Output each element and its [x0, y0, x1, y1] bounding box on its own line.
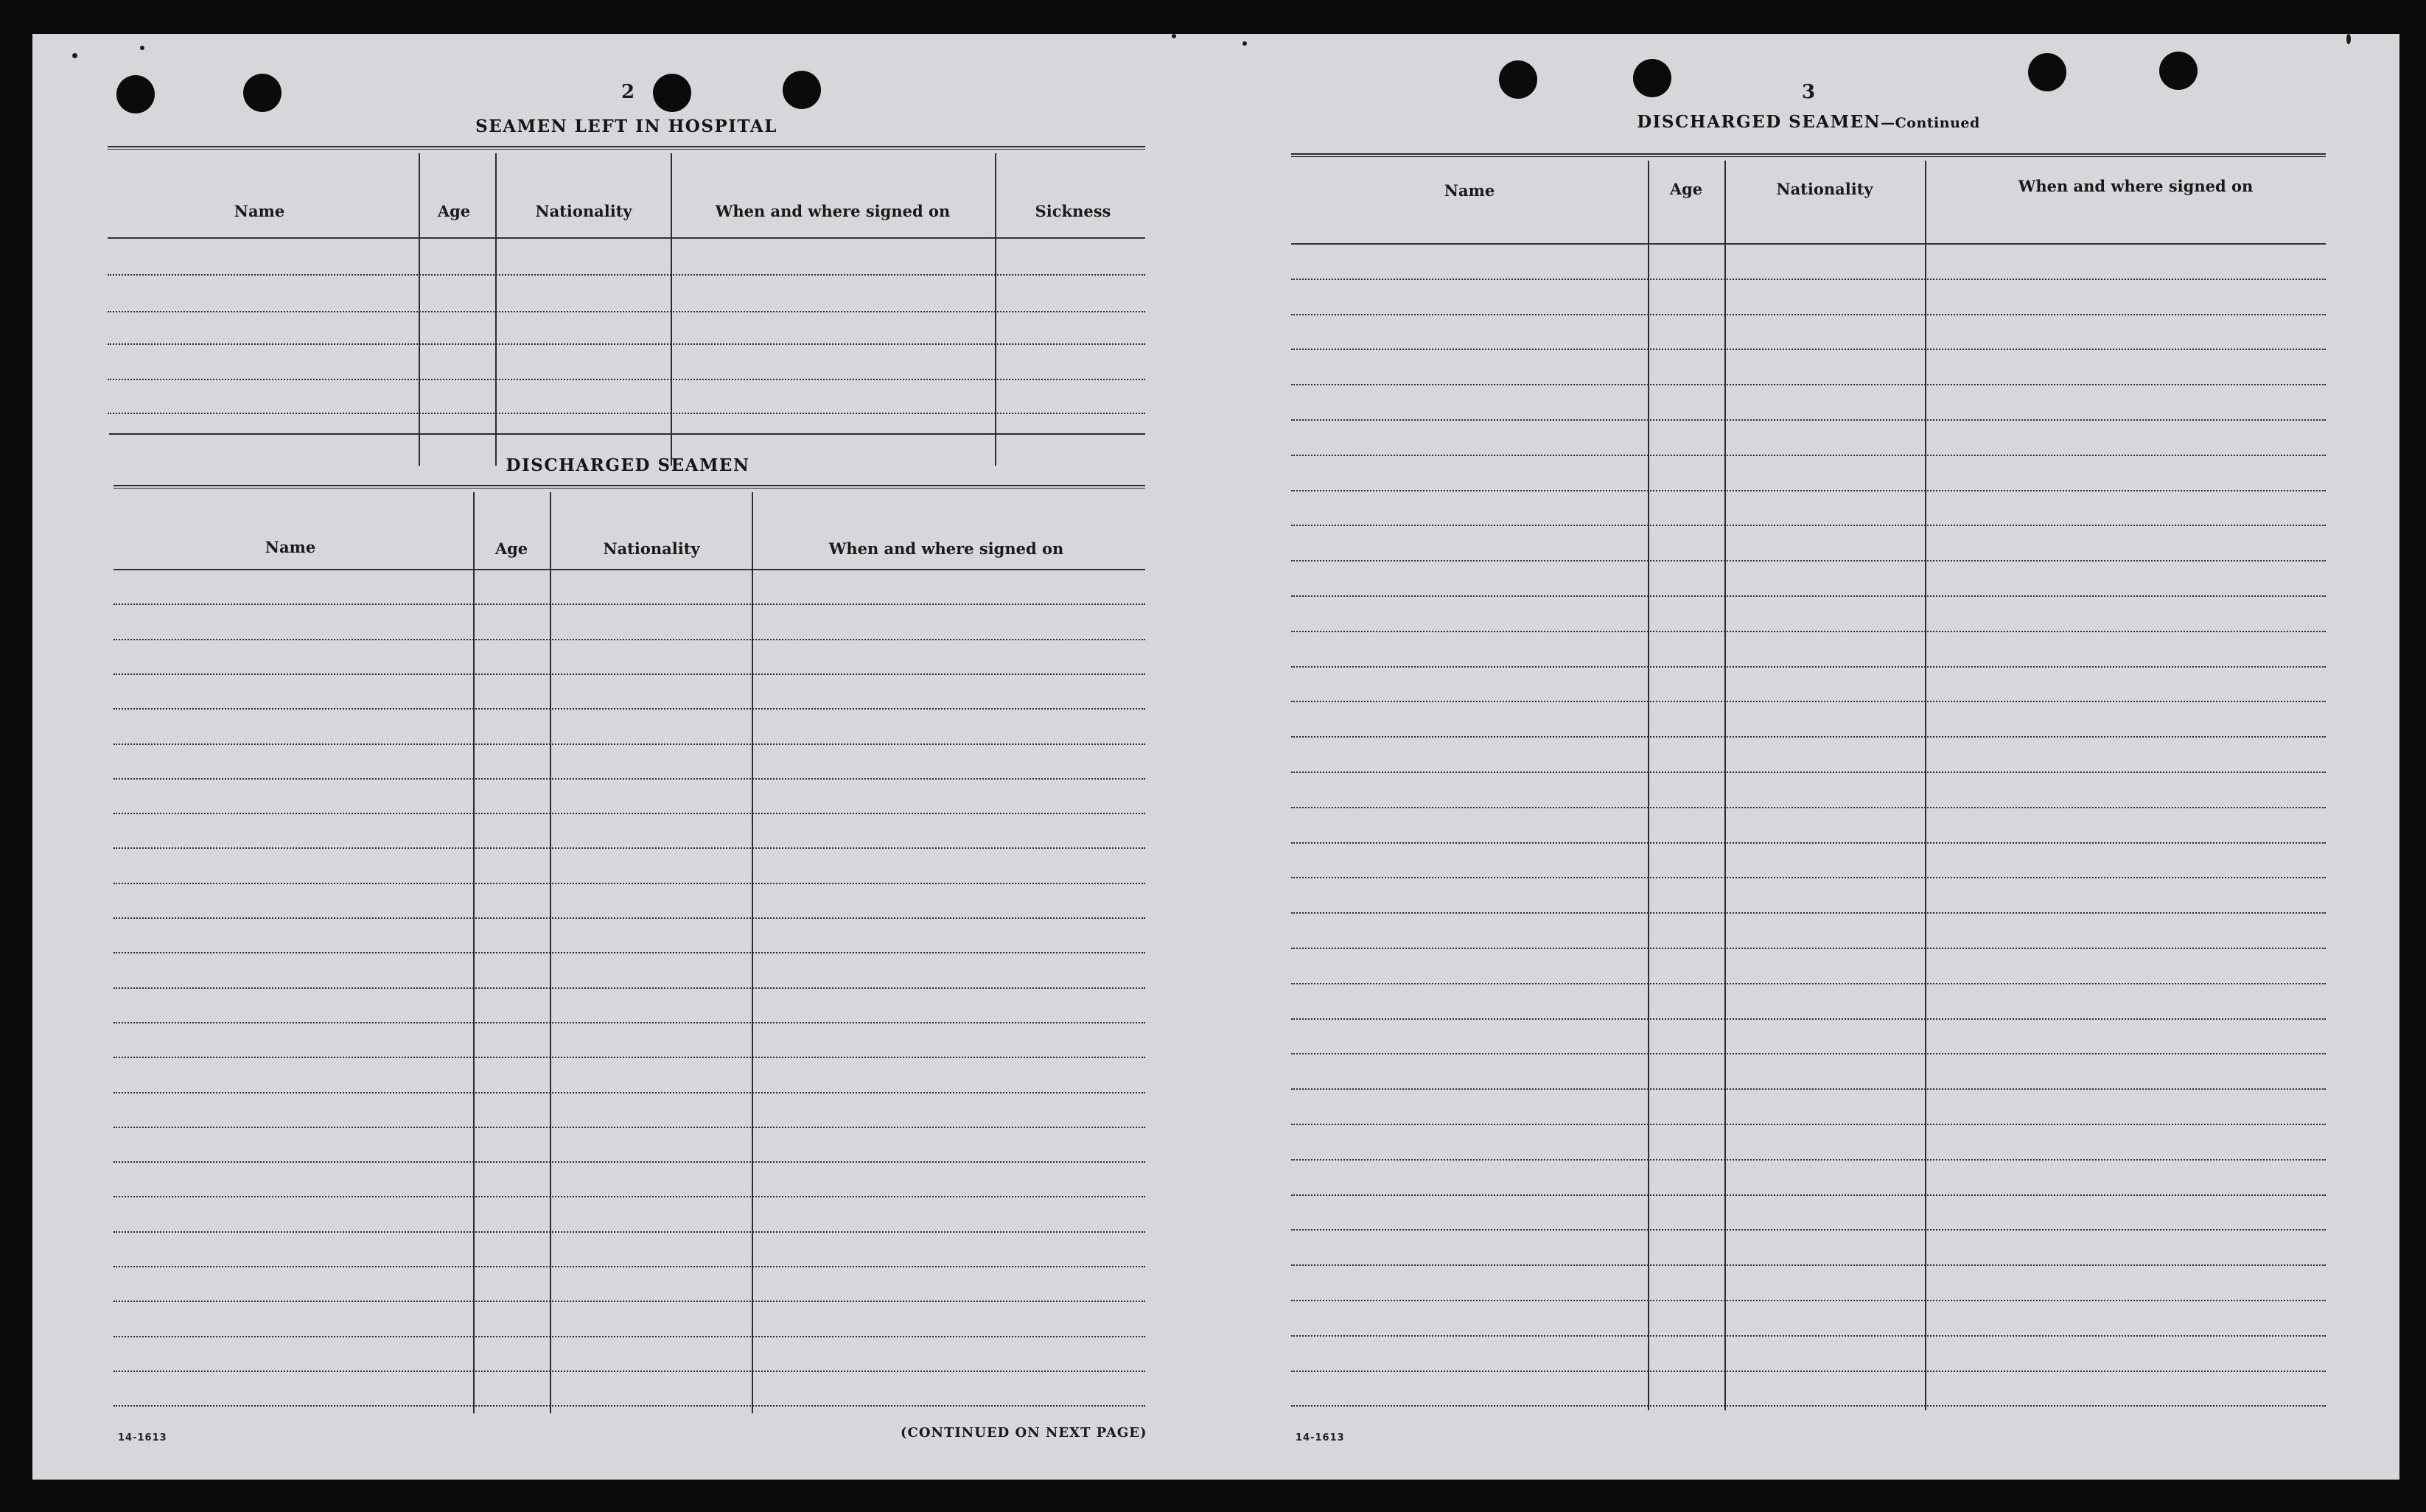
- column-header-name: Name: [1444, 181, 1495, 200]
- table-row[interactable]: [1291, 736, 2326, 738]
- table-row[interactable]: [1291, 384, 2326, 385]
- table-row[interactable]: [1291, 314, 2326, 315]
- page-number-right: 3: [1801, 81, 1816, 103]
- table-row[interactable]: [1291, 243, 2326, 245]
- table-row[interactable]: [1291, 1300, 2326, 1301]
- table-row[interactable]: [113, 778, 1145, 780]
- column-header-age: Age: [494, 539, 528, 558]
- table-row[interactable]: [113, 639, 1145, 640]
- column-header-nationality: Nationality: [603, 539, 700, 558]
- table-row[interactable]: [108, 413, 1145, 414]
- continued-title-main: DISCHARGED SEAMEN: [1637, 112, 1881, 132]
- table-row[interactable]: [1291, 771, 2326, 773]
- column-header-age: Age: [437, 202, 471, 220]
- table-row[interactable]: [1291, 560, 2326, 561]
- table-row[interactable]: [113, 1231, 1145, 1233]
- punch-hole: [2159, 52, 2198, 90]
- table-row[interactable]: [1291, 1194, 2326, 1196]
- hospital-header-rule: [108, 146, 1145, 150]
- dust-speck: [1242, 41, 1247, 46]
- table-row[interactable]: [113, 917, 1145, 919]
- table-row[interactable]: [1291, 948, 2326, 949]
- table-row[interactable]: [1291, 1053, 2326, 1054]
- table-row[interactable]: [108, 237, 1145, 239]
- column-header-sickness: Sickness: [1035, 202, 1111, 220]
- table-row[interactable]: [1291, 807, 2326, 808]
- table-row[interactable]: [1291, 1229, 2326, 1231]
- table-row[interactable]: [113, 1057, 1145, 1058]
- table-row[interactable]: [113, 1405, 1145, 1407]
- table-row[interactable]: [108, 311, 1145, 312]
- column-header-nationality: Nationality: [1776, 180, 1873, 198]
- dust-speck: [140, 46, 144, 50]
- form-number-left: 14-1613: [118, 1432, 167, 1443]
- table-row[interactable]: [113, 708, 1145, 710]
- form-number-right: 14-1613: [1296, 1432, 1345, 1443]
- table-row[interactable]: [1291, 983, 2326, 984]
- table-row[interactable]: [113, 847, 1145, 849]
- column-header-age: Age: [1669, 180, 1703, 198]
- continued-section-title: [1637, 112, 1980, 132]
- table-row[interactable]: [1291, 1159, 2326, 1161]
- punch-hole: [116, 75, 155, 113]
- table-row[interactable]: [113, 1371, 1145, 1372]
- table-row[interactable]: [113, 1022, 1145, 1023]
- dust-speck: [1172, 34, 1176, 38]
- table-row[interactable]: [113, 603, 1145, 605]
- table-row[interactable]: [1291, 349, 2326, 350]
- table-row[interactable]: [108, 379, 1145, 380]
- table-row[interactable]: [1291, 877, 2326, 878]
- column-header-name: Name: [234, 202, 285, 220]
- table-row[interactable]: [1291, 1405, 2326, 1407]
- table-row[interactable]: [1291, 842, 2326, 844]
- table-row[interactable]: [1291, 666, 2326, 668]
- table-row[interactable]: [113, 1161, 1145, 1163]
- table-row[interactable]: [113, 813, 1145, 814]
- table-row[interactable]: [113, 952, 1145, 953]
- discharged-header-rule: [113, 485, 1145, 489]
- table-row[interactable]: [113, 987, 1145, 989]
- table-row[interactable]: [108, 274, 1145, 276]
- column-header-nationality: Nationality: [535, 202, 632, 220]
- table-row[interactable]: [1291, 595, 2326, 597]
- hospital-section-title: SEAMEN LEFT IN HOSPITAL: [475, 116, 777, 136]
- table-row[interactable]: [113, 1127, 1145, 1128]
- table-row[interactable]: [113, 1196, 1145, 1197]
- punch-hole: [1499, 60, 1537, 99]
- punch-hole: [783, 71, 821, 109]
- column-header-signed-on: When and where signed on: [2018, 177, 2254, 195]
- table-row[interactable]: [113, 569, 1145, 570]
- punch-hole: [1633, 59, 1671, 97]
- punch-hole: [2028, 53, 2066, 91]
- dust-speck: [2346, 34, 2351, 44]
- punch-hole: [653, 74, 691, 112]
- table-row[interactable]: [113, 1336, 1145, 1337]
- table-row[interactable]: [113, 1266, 1145, 1267]
- table-row[interactable]: [1291, 490, 2326, 491]
- table-row[interactable]: [1291, 912, 2326, 914]
- discharged-table: [113, 492, 1145, 1413]
- table-row[interactable]: [1291, 1088, 2326, 1090]
- hospital-table: [108, 153, 1145, 466]
- hospital-bottom-rule: [109, 433, 1145, 435]
- table-row[interactable]: [1291, 1335, 2326, 1337]
- column-header-signed-on: When and where signed on: [715, 202, 951, 220]
- column-header-signed-on: When and where signed on: [828, 539, 1064, 558]
- table-row[interactable]: [1291, 1371, 2326, 1372]
- column-header-name: Name: [265, 538, 316, 556]
- table-row[interactable]: [113, 883, 1145, 884]
- continued-header-rule: [1291, 153, 2326, 157]
- table-row[interactable]: [1291, 1124, 2326, 1125]
- table-row[interactable]: [1291, 631, 2326, 632]
- dust-speck: [72, 53, 77, 58]
- table-row[interactable]: [1291, 419, 2326, 421]
- discharged-section-title: DISCHARGED SEAMEN: [506, 455, 750, 475]
- page-number-left: 2: [621, 81, 635, 103]
- table-row[interactable]: [1291, 279, 2326, 280]
- table-row[interactable]: [108, 343, 1145, 345]
- continued-note: (CONTINUED ON NEXT PAGE): [901, 1425, 1147, 1441]
- punch-hole: [243, 74, 282, 112]
- table-row[interactable]: [113, 673, 1145, 675]
- table-row[interactable]: [113, 1301, 1145, 1302]
- table-row[interactable]: [1291, 525, 2326, 526]
- continued-title-suffix: —Continued: [1881, 115, 1980, 131]
- table-row[interactable]: [1291, 455, 2326, 456]
- discharged-continued-table: [1291, 161, 2326, 1410]
- table-row[interactable]: [113, 743, 1145, 745]
- table-row[interactable]: [1291, 1018, 2326, 1020]
- table-row[interactable]: [113, 1092, 1145, 1093]
- table-row[interactable]: [1291, 1264, 2326, 1266]
- table-row[interactable]: [1291, 701, 2326, 702]
- scanned-form-spread: [32, 34, 2399, 1480]
